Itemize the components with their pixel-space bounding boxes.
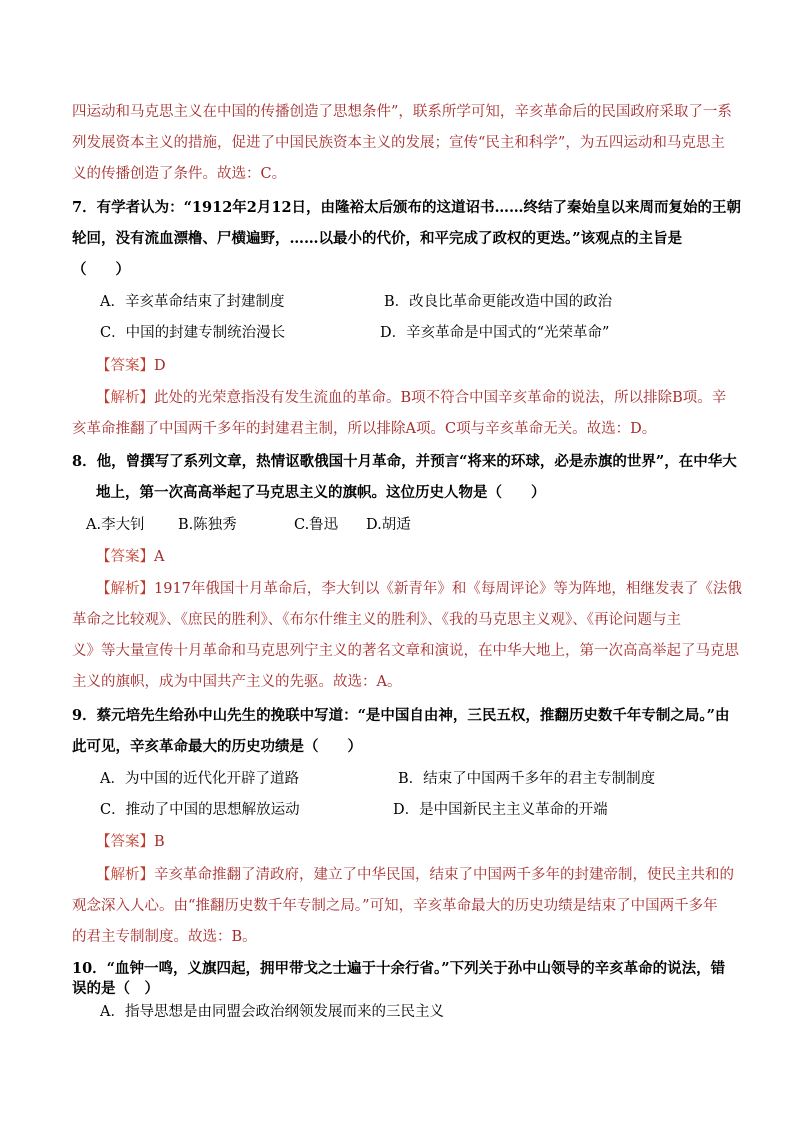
q7-analysis-line-2: 亥革命推翻了中国两千多年的封建君主制，所以排除A项。C项与辛亥革命无关。故选：D。 [72, 421, 657, 437]
q7-option-a: A．辛亥革命结束了封建制度 [100, 294, 285, 310]
q8-analysis-line-3: 义》等大量宣传十月革命和马克思列宁主义的著名文章和演说，在中华大地上，第一次高高举起了马克思 [72, 643, 739, 659]
q7-option-c: C．中国的封建专制统治漫长 [100, 325, 286, 341]
q9-option-a: A．为中国的近代化开辟了道路 [100, 771, 299, 787]
analysis-text: 此处的光荣意指没有发生流血的革命。B项不符合中国辛亥革命的说法，所以排除B项。辛 [154, 390, 727, 406]
q7-option-d: D．辛亥革命是中国式的“光荣革命” [380, 325, 610, 341]
q9-answer [96, 832, 165, 852]
q8-option-c: C.鲁迅 [294, 517, 339, 533]
q7-answer [96, 356, 166, 376]
q10-option-a: A．指导思想是由同盟会政治纲领发展而来的三民主义 [100, 1004, 444, 1020]
continuation-line-2: 列发展资本主义的措施，促进了中国民族资本主义的发展；宣传“民主和科学”，为五四运动和马克思主 [72, 135, 725, 151]
q7-analysis-line-1 [96, 388, 726, 408]
q8-option-d: D.胡适 [366, 517, 411, 533]
answer-value: B [154, 834, 165, 850]
q7-stem-line-1: 7．有学者认为：“1912年2月12日，由隆裕太后颁布的这道诏书……终结了秦始皇以来周而复始的王朝 [72, 199, 742, 216]
q7-option-b: B．改良比革命更能改造中国的政治 [384, 294, 613, 310]
analysis-text: 辛亥革命推翻了清政府，建立了中华民国，结束了中国两千多年的封建帝制，使民主共和的 [154, 867, 734, 883]
q9-option-d: D．是中国新民主主义革命的开端 [393, 802, 608, 818]
answer-tag: 【答案】 [96, 834, 154, 850]
continuation-line-1: 四运动和马克思主义在中国的传播创造了思想条件”，联系所学可知，辛亥革命后的民国政府采取了一系 [72, 104, 732, 120]
q8-option-a: A.李大钊 [86, 517, 145, 533]
analysis-tag: 【解析】 [96, 390, 154, 406]
analysis-tag: 【解析】 [96, 581, 154, 597]
q9-stem-line-2: 此可见，辛亥革命最大的历史功绩是（ ） [72, 738, 362, 755]
q7-stem-line-3: （ ） [72, 261, 130, 278]
q10-stem-line-2: 误的是（ ） [72, 980, 159, 997]
continuation-line-3: 义的传播创造了条件。故选：C。 [72, 166, 287, 182]
q8-analysis-line-1 [96, 579, 742, 599]
q10-stem-line-1: 10．“血钟一鸣，义旗四起，拥甲带戈之士遍于十余行省。”下列关于孙中山领导的辛亥革命的说法，错 [72, 960, 726, 977]
answer-tag: 【答案】 [96, 358, 154, 374]
answer-tag: 【答案】 [96, 549, 154, 565]
q8-stem-line-2: 地上，第一次高高举起了马克思主义的旗帜。这位历史人物是（ ） [96, 484, 546, 501]
analysis-tag: 【解析】 [96, 867, 154, 883]
q8-analysis-line-2: 革命之比较观》、《庶民的胜利》、《布尔什维主义的胜利》、《我的马克思主义观》、《再论问题与主 [72, 612, 681, 628]
q8-option-b: B.陈独秀 [178, 517, 237, 533]
analysis-text: 1917年俄国十月革命后，李大钊以《新青年》和《每周评论》等为阵地，相继发表了《法俄 [154, 581, 742, 597]
q9-option-b: B．结束了中国两千多年的君主专制制度 [398, 771, 656, 787]
q9-analysis-line-1 [96, 865, 734, 885]
answer-value: A [154, 549, 165, 565]
q8-analysis-line-4: 主义的旗帜，成为中国共产主义的先驱。故选：A。 [72, 674, 402, 690]
q7-stem-line-2: 轮回，没有流血漂橹、尸横遍野，……以最小的代价，和平完成了政权的更迭。”该观点的主旨是 [72, 230, 683, 247]
q8-answer [96, 547, 164, 567]
q9-analysis-line-3: 的君主专制制度。故选：B。 [72, 929, 257, 945]
q9-option-c: C．推动了中国的思想解放运动 [100, 802, 300, 818]
q9-analysis-line-2: 观念深入人心。由“推翻历史数千年专制之局。”可知，辛亥革命最大的历史功绩是结束了中国两千多年 [72, 898, 718, 914]
q8-stem-line-1: 8．他，曾撰写了系列文章，热情讴歌俄国十月革命，并预言“将来的环球，必是赤旗的世界”，在中华大 [72, 453, 737, 470]
answer-value: D [154, 358, 166, 374]
q9-stem-line-1: 9．蔡元培先生给孙中山先生的挽联中写道：“是中国自由神，三民五权，推翻历史数千年专制之局。”由 [72, 707, 730, 724]
